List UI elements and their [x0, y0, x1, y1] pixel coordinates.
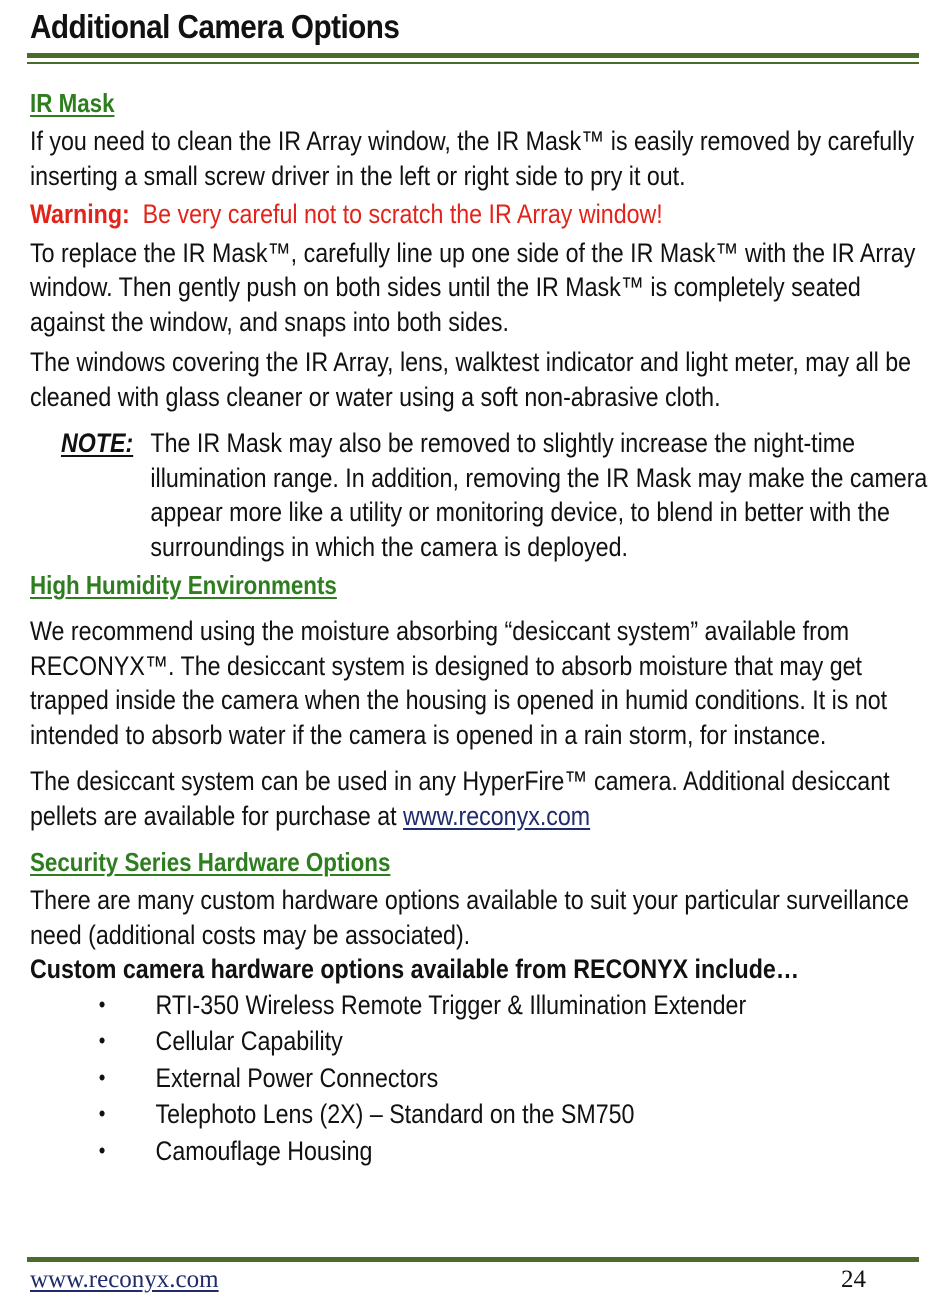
list-item [30, 987, 933, 1024]
note-label: NOTE: [60, 428, 134, 458]
humidity-paragraph-1: We recommend using the moisture absorbing “desiccant system” available from RECONYX™. The desiccant system is designed to absorb moisture that may get trapped inside the camera when the housing is opened in humid conditions. It is not intended to absorb water if the camera is opened in a rain storm, for instance. [30, 616, 888, 750]
ir-mask-paragraph-3: The windows covering the IR Array, lens, walktest indicator and light meter, may all be cleaned with glass cleaner or water using a soft non-abrasive cloth. [30, 347, 912, 412]
bullet-icon: • [98, 1064, 106, 1090]
security-paragraph-1: There are many custom hardware options available to suit your particular surveillance need (additional costs may be associated). [30, 885, 909, 950]
header-rule-thin [27, 62, 919, 64]
security-bold-line: Custom camera hardware options available from RECONYX include… [30, 954, 800, 984]
list-item [30, 1133, 933, 1170]
section-heading-security-hardware: Security Series Hardware Options [30, 847, 391, 877]
ir-mask-paragraph-1: If you need to clean the IR Array window, the IR Mask™ is easily removed by carefully inserting a small screw driver in the left or right side to pry it out. [30, 126, 915, 191]
list-item-text: External Power Connectors [155, 1062, 439, 1093]
humidity-paragraph-2 [30, 764, 933, 833]
bullet-icon: • [98, 1028, 106, 1053]
footer-rule [27, 1257, 919, 1262]
warning-text: Be very careful not to scratch the IR Array window! [142, 199, 663, 229]
list-item-text: Cellular Capability [155, 1026, 343, 1056]
reconyx-link[interactable]: www.reconyx.com [403, 800, 591, 831]
header-rule-thick [27, 53, 919, 58]
note-text: The IR Mask may also be removed to slightly increase the night-time illumination range. In addition, removing the IR Mask may make the camera appear more like a utility or monitoring device, to blend in better with the surroundings in which the camera is deployed. [150, 428, 928, 562]
ir-mask-paragraph-2: To replace the IR Mask™, carefully line up one side of the IR Mask™ with the IR Array window. Then gently push on both sides until the IR Mask™ is completely seated against the window, and snaps into both sides. [30, 237, 916, 337]
list-item-text: Camouflage Housing [155, 1135, 373, 1166]
page-content [30, 86, 930, 1169]
list-item-text: RTI-350 Wireless Remote Trigger & Illumination Extender [155, 989, 747, 1020]
warning-label: Warning: [30, 199, 130, 229]
list-item [30, 1096, 933, 1133]
bullet-icon: • [98, 991, 106, 1017]
humidity-paragraph-2-text: The desiccant system can be used in any HyperFire™ camera. Additional desiccant pellets are available for purchase at [30, 766, 890, 831]
hardware-options-list [30, 987, 933, 1170]
page-title: Additional Camera Options [30, 8, 400, 45]
page-number: 24 [841, 1266, 866, 1293]
section-heading-ir-mask: IR Mask [30, 88, 115, 118]
note-block [61, 426, 933, 564]
list-item [30, 1023, 933, 1060]
bullet-icon: • [98, 1101, 106, 1126]
warning-line [30, 197, 933, 232]
list-item-text: Telephoto Lens (2X) – Standard on the SM750 [155, 1099, 635, 1129]
footer-website-link[interactable]: www.reconyx.com [30, 1266, 219, 1293]
section-heading-high-humidity: High Humidity Environments [30, 570, 337, 600]
bullet-icon: • [98, 1137, 106, 1163]
list-item [30, 1060, 933, 1097]
